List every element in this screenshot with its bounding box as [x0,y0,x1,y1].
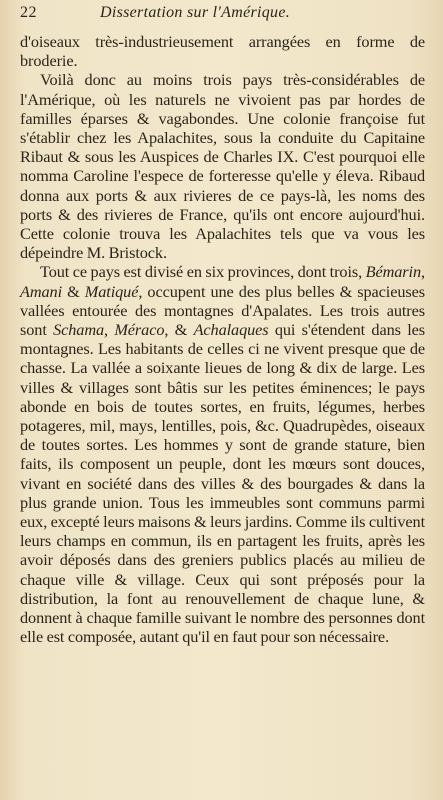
provinces-text-middle: , occupent une des plus belles & spacieuses vallées entourée des montagnes d'Apalates. Les trois autres sont [20,281,425,340]
paragraph-colony: Voilà donc au moins trois pays très-considérables de l'Amérique, où les naturels ne vivoient pas par hordes de familles éparses & vagabondes. Une colonie françoise fut s'établir chez les Apalachites, sous la conduite du Capitaine Ribaut & sous les Auspices de Charles IX. C'est pourquoi elle nomma Caroline l'espece de forteresse qu'elle y éleva. Ribaud donna aux ports & aux rivieres de ce pays-là, les noms des ports & des rivieres de France, qu'ils ont encore aujourd'hui. Cette colonie trouva les Apalachites tels que va vous les dépeindre M. Bristock. [20,70,425,263]
paragraph-provinces [20,262,425,646]
province-name-schama: Schama [53,320,105,340]
paragraph-continuation: d'oiseaux très-industrieusement arrangées en forme de broderie. [20,32,425,71]
province-name-achalaques: Achalaques [193,320,269,340]
provinces-text-end: qui s'étendent dans les montagnes. Les habitants de celles ci ne vivent presque que de chasse. La vallée a soixante lieues de long & dix de large. Les villes & villages sont bâtis sur les petites éminences; le pays abonde en bois de toutes sortes, en fruits, légumes, herbes potageres, mil, mays, lentilles, pois, &c. Quadrupèdes, oiseaux de toutes sortes. Les hommes y sont de grande stature, bien faits, ils composent un peuple, dont les mœurs sont douces, vivant en société dans des villes & des bourgades & dans la plus grande union. Tous les immeubles sont communs parmi eux, excepté leurs maisons & leurs jardins. Comme ils cultivent leurs champs en commun, ils en partagent les fruits, après les avoir déposés dans des greniers publics placés au milieu de chaque ville & village. Ceux qui sont préposés pour la distribution, la font au renouvellement de chaque lune, & donnent à chaque famille suivant le nombre des personnes dont elle est composée, autant qu'il en faut pour son nécessaire. [20,320,425,647]
provinces-text-start: Tout ce pays est divisé en six provinces, dont trois, [40,262,366,282]
page-header [20,4,425,32]
provinces-text-sep4: , & [164,320,194,340]
provinces-text-sep3: , [104,320,115,340]
province-name-meraco: Méraco [114,320,165,340]
provinces-text-sep1: , [421,262,425,282]
provinces-text-sep2: & [62,281,85,301]
province-name-bemarin: Bémarin [365,262,422,282]
running-title: Dissertation sur l'Amérique. [100,4,291,21]
body-text [20,32,425,647]
province-name-amani: Amani [20,281,63,301]
page-number: 22 [20,4,37,21]
province-name-matique: Matiqué [84,281,139,301]
